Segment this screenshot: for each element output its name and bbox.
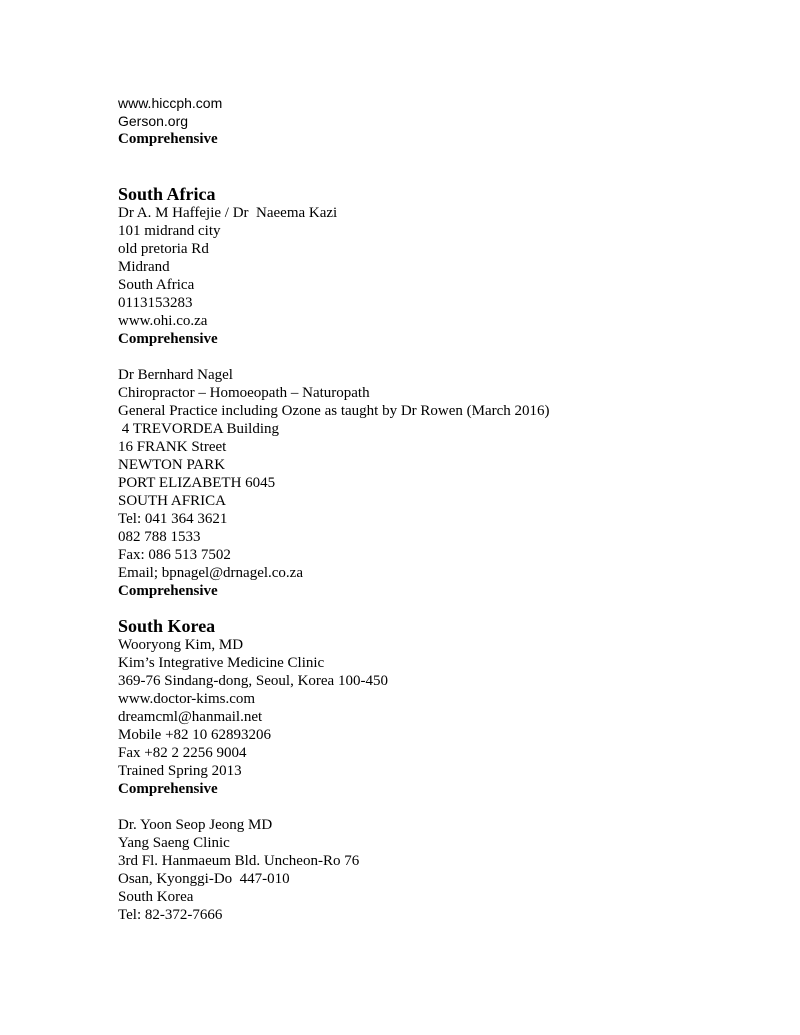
entry-line: PORT ELIZABETH 6045 xyxy=(118,475,276,491)
comprehensive-tag: Comprehensive xyxy=(118,131,218,147)
entry-line: www.doctor-kims.com xyxy=(118,691,256,707)
intro-line: www.hiccph.com xyxy=(118,95,223,111)
entry-line: 0113153283 xyxy=(118,295,193,311)
entry-line: Chiropractor – Homoeopath – Naturopath xyxy=(118,385,370,401)
entry-line: Tel: 041 364 3621 xyxy=(118,511,228,527)
spacer xyxy=(118,600,758,616)
document-page xyxy=(118,94,758,924)
entry-line: old pretoria Rd xyxy=(118,241,209,257)
entry-line: www.ohi.co.za xyxy=(118,313,208,329)
entry-line: Dr A. M Haffejie / Dr Naeema Kazi xyxy=(118,205,338,221)
entry-line: Mobile +82 10 62893206 xyxy=(118,727,272,743)
entry-line: Dr. Yoon Seop Jeong MD xyxy=(118,817,273,833)
intro-block xyxy=(118,94,758,148)
entry-line: Tel: 82-372-7666 xyxy=(118,907,223,923)
entry-line: dreamcml@hanmail.net xyxy=(118,709,263,725)
entry-line: 3rd Fl. Hanmaeum Bld. Uncheon-Ro 76 xyxy=(118,853,360,869)
entry-line: SOUTH AFRICA xyxy=(118,493,226,509)
listing-entry xyxy=(118,204,758,348)
listing-entry xyxy=(118,366,758,600)
entry-line: 082 788 1533 xyxy=(118,529,201,545)
entry-line: Kim’s Integrative Medicine Clinic xyxy=(118,655,325,671)
spacer xyxy=(118,798,758,816)
comprehensive-tag: Comprehensive xyxy=(118,331,218,347)
entry-line: Osan, Kyonggi-Do 447-010 xyxy=(118,871,290,887)
entry-line: 369-76 Sindang-dong, Seoul, Korea 100-450 xyxy=(118,673,388,689)
entry-line: General Practice including Ozone as taught by Dr Rowen (March 2016) xyxy=(118,403,550,419)
listing-entry xyxy=(118,636,758,798)
entry-line: Dr Bernhard Nagel xyxy=(118,367,233,383)
entry-line: Fax +82 2 2256 9004 xyxy=(118,745,247,761)
spacer xyxy=(118,348,758,366)
entry-line: 101 midrand city xyxy=(118,223,221,239)
entry-line: Fax: 086 513 7502 xyxy=(118,547,231,563)
entry-line: Trained Spring 2013 xyxy=(118,763,242,779)
entry-line: Email; bpnagel@drnagel.co.za xyxy=(118,565,303,581)
entry-line: 4 TREVORDEA Building xyxy=(118,421,279,437)
spacer xyxy=(118,148,758,184)
section-heading-south-korea: South Korea xyxy=(118,616,216,636)
entry-line: South Africa xyxy=(118,277,195,293)
entry-line: South Korea xyxy=(118,889,194,905)
entry-line: Wooryong Kim, MD xyxy=(118,637,244,653)
section-heading-south-africa: South Africa xyxy=(118,184,216,204)
listing-entry xyxy=(118,816,758,924)
entry-line: 16 FRANK Street xyxy=(118,439,227,455)
entry-line: Yang Saeng Clinic xyxy=(118,835,230,851)
intro-line: Gerson.org xyxy=(118,113,189,129)
comprehensive-tag: Comprehensive xyxy=(118,781,218,797)
comprehensive-tag: Comprehensive xyxy=(118,583,218,599)
entry-line: Midrand xyxy=(118,259,170,275)
entry-line: NEWTON PARK xyxy=(118,457,226,473)
